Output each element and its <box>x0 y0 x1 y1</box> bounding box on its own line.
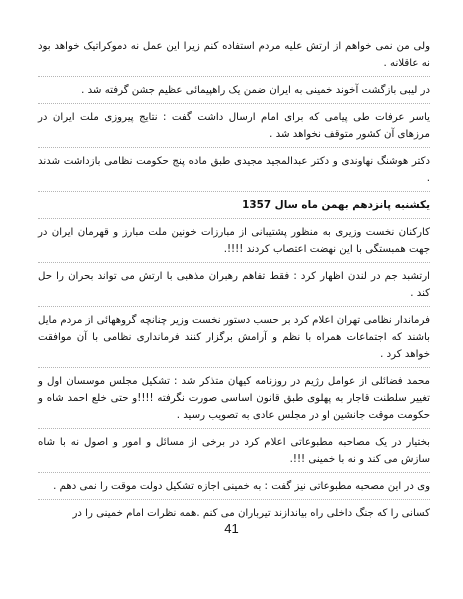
paragraph-jam-statement: ارتشبد جم در لندن اظهار کرد : فقط تفاهم رهبران مذهبی با ارتش می تواند بحران را حل کند . <box>38 271 430 299</box>
paragraph-divider <box>38 76 430 77</box>
paragraph-civil-war: کسانی را که جنگ داخلی راه بیاندازند تیرباران می کنم .همه نظرات امام خمینی را در <box>72 508 430 519</box>
paragraph-divider <box>38 428 430 429</box>
page-number: 41 <box>224 521 239 536</box>
paragraph-arrests: دکتر هوشنگ نهاوندی و دکتر عبدالمجید مجیدی طبق ماده پنج حکومت نظامی بازداشت شدند . <box>38 156 430 184</box>
paragraph-pm-staff-strike: کارکنان نخست وزیری به منظور پشتیبانی از مبارزات خونین ملت مبارز و قهرمان ایران در جهت همبستگی با این نهضت اعتصاب کردند !!!!. <box>38 227 430 255</box>
paragraph-divider <box>38 472 430 473</box>
paragraph-divider <box>38 103 430 104</box>
paragraph-bakhtiar-press: بختیار در یک مصاحبه مطبوعاتی اعلام کرد در برخی از مسائل و امور و اصول نه با شاه سازش می کند و نه با خمینی !!!. <box>38 437 430 465</box>
paragraph-divider <box>38 191 430 192</box>
paragraph-divider <box>38 367 430 368</box>
paragraph-martial-law-governor: فرماندار نظامی تهران اعلام کرد بر حسب دستور نخست وزیر چنانچه گروههائی از مردم مایل باشند که اجتماعات همراه با نظم و آرامش برگزار کنند فرمانداری نظامی با آن موافقت خواهد کرد . <box>38 315 430 360</box>
paragraph-divider <box>38 147 430 148</box>
paragraph-army-statement: ولی من نمی خواهم از ارتش علیه مردم استفاده کنم زیرا این عمل نه دموکراتیک خواهد بود نه عاقلانه . <box>38 41 430 69</box>
paragraph-divider <box>38 218 430 219</box>
document-page <box>38 38 430 522</box>
paragraph-divider <box>38 306 430 307</box>
paragraph-fazaeli-kayhan: محمد فضائلی از عوامل رژیم در روزنامه کیهان متذکر شد : تشکیل مجلس موسسان اول و تغییر سلطنت قاجار به پهلوی طبق قانون اساسی صورت نگرفته !!!!و حتی خلع احمد شاه و حکومت موقت جانشین او در مجلس عادی به تصویب رسید . <box>38 376 430 421</box>
paragraph-arafat-message: یاسر عرفات طی پیامی که برای امام ارسال داشت گفت : نتایج پیروزی ملت ایران در مرزهای آن کشور متوقف نخواهد شد . <box>38 112 430 140</box>
date-heading: یکشنبه پانزدهم بهمن ماه سال 1357 <box>242 199 430 211</box>
paragraph-divider <box>38 499 430 500</box>
paragraph-divider <box>38 262 430 263</box>
paragraph-provisional-government: وی در این مصحبه مطبوعاتی نیز گفت : به خمینی اجازه تشکیل دولت موقت را نمی دهم . <box>53 481 430 492</box>
paragraph-libya-celebration: در لیبی بازگشت آخوند خمینی به ایران ضمن یک راهپیمائی عظیم جشن گرفته شد . <box>81 85 430 96</box>
